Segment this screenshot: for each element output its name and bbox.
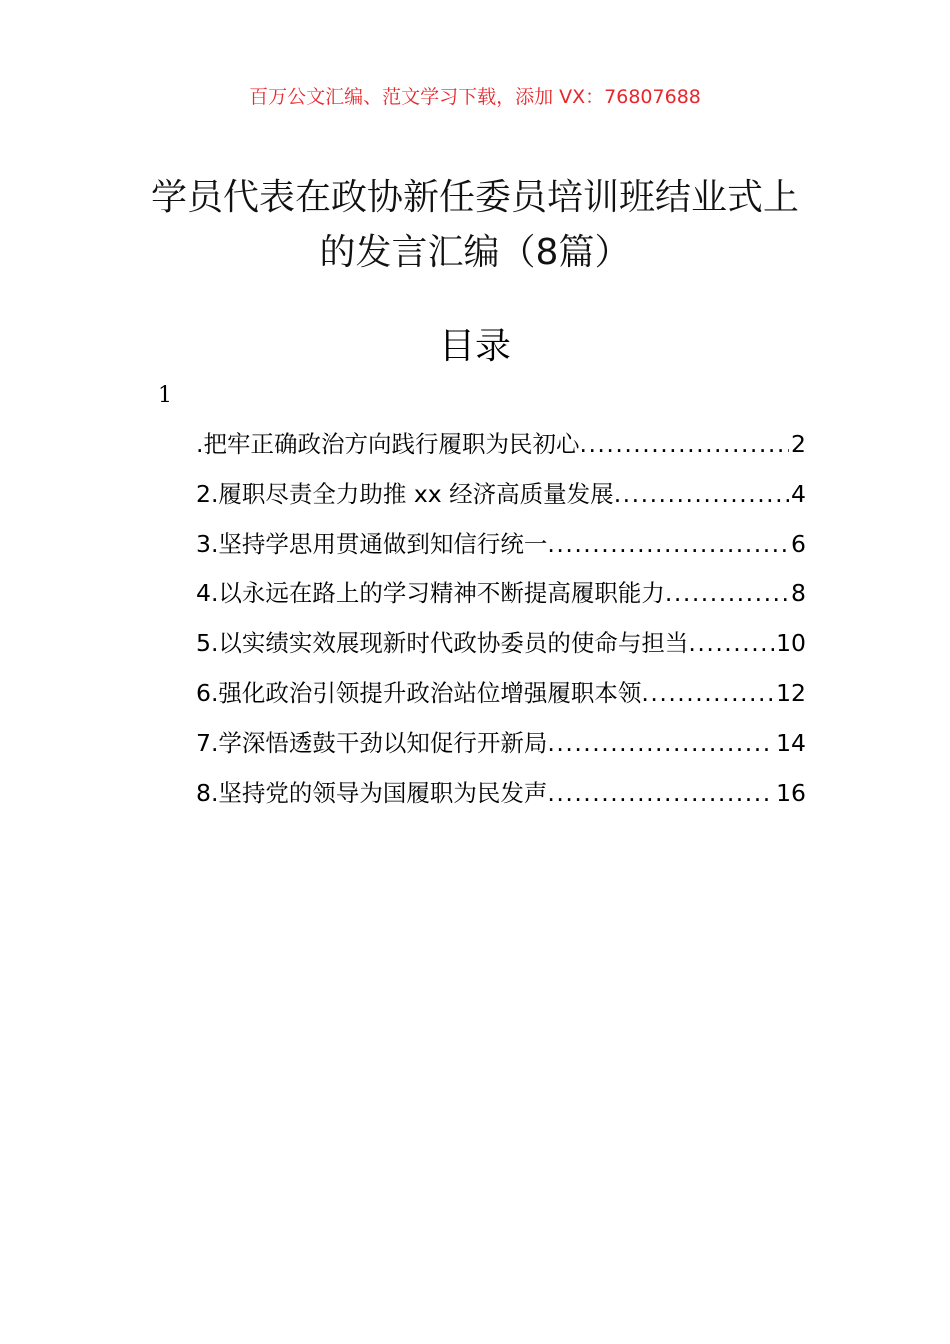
toc-entry-7[interactable] xyxy=(196,723,806,773)
watermark-header: 百万公文汇编、范文学习下载，添加 VX：76807688 xyxy=(249,86,701,108)
toc-entry-page: 8 xyxy=(791,579,806,608)
toc-entry-4[interactable] xyxy=(196,573,806,623)
toc-dot-leader xyxy=(547,524,789,564)
toc-entry-5[interactable] xyxy=(196,623,806,673)
document-title xyxy=(130,170,820,280)
toc-entry-title: 4.以永远在路上的学习精神不断提高履职能力 xyxy=(196,579,665,608)
toc-entry-title: 7.学深悟透鼓干劲以知促行开新局 xyxy=(196,728,548,757)
stray-page-number: 1 xyxy=(158,383,172,408)
toc-dot-leader xyxy=(579,424,789,464)
toc-entry-page: 6 xyxy=(791,529,806,558)
toc-dot-leader xyxy=(641,673,774,713)
toc-entry-title: 3.坚持学思用贯通做到知信行统一 xyxy=(196,529,548,558)
toc-entry-title: 2.履职尽责全力助推 xx 经济高质量发展 xyxy=(196,479,614,508)
toc-entry-3[interactable] xyxy=(196,524,806,574)
toc-entry-page: 12 xyxy=(776,678,806,707)
document-title-line-2: 的发言汇编（8篇） xyxy=(319,232,631,273)
toc-entry-page: 2 xyxy=(791,430,806,458)
toc-entry-8[interactable] xyxy=(196,773,806,823)
toc-dot-leader xyxy=(665,573,789,613)
table-of-contents xyxy=(196,424,806,822)
toc-entry-title: .把牢正确政治方向践行履职为民初心 xyxy=(196,430,580,458)
toc-entry-page: 14 xyxy=(776,728,806,757)
toc-entry-title: 5.以实绩实效展现新时代政协委员的使命与担当 xyxy=(196,629,689,658)
toc-entry-title: 6.强化政治引领提升政治站位增强履职本领 xyxy=(196,678,642,707)
toc-entry-title: 8.坚持党的领导为国履职为民发声 xyxy=(196,778,548,807)
toc-dot-leader xyxy=(547,723,774,763)
toc-dot-leader xyxy=(547,773,774,813)
document-title-line-1: 学员代表在政协新任委员培训班结业式上 xyxy=(150,177,799,218)
toc-heading: 目录 xyxy=(438,326,511,367)
toc-entry-page: 4 xyxy=(791,479,806,508)
toc-entry-1[interactable] xyxy=(196,424,806,474)
toc-entry-page: 10 xyxy=(776,629,806,658)
toc-entry-page: 16 xyxy=(776,778,806,807)
toc-dot-leader xyxy=(688,623,774,663)
toc-entry-2[interactable] xyxy=(196,474,806,524)
toc-entry-6[interactable] xyxy=(196,673,806,723)
toc-dot-leader xyxy=(614,474,789,514)
